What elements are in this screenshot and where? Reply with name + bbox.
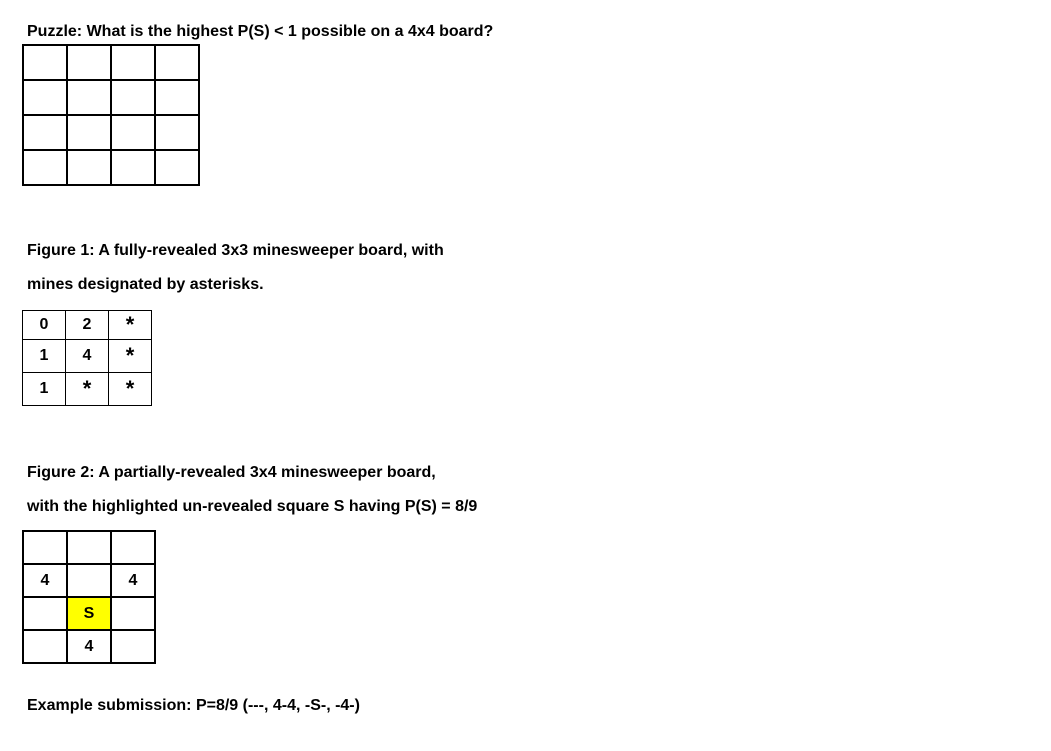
puzzle-title: Puzzle: What is the highest P(S) < 1 possible on a 4x4 board?	[27, 23, 494, 40]
board-cell	[111, 630, 155, 663]
figure1-caption-line1: Figure 1: A fully-revealed 3x3 minesweeper board, with	[27, 242, 444, 259]
board-row	[23, 115, 199, 150]
example-submission: Example submission: P=8/9 (---, 4-4, -S-, -4-)	[27, 697, 360, 714]
board-cell	[23, 45, 67, 80]
board-row	[23, 531, 155, 564]
board-cell	[111, 531, 155, 564]
mine-cell: *	[109, 373, 152, 406]
board-cell: 2	[66, 311, 109, 340]
board-cell	[67, 45, 111, 80]
puzzle-board-4x4	[22, 44, 200, 186]
board-cell	[111, 150, 155, 185]
board-cell	[23, 531, 67, 564]
board-cell	[23, 80, 67, 115]
board-cell	[111, 80, 155, 115]
figure2-caption-line2: with the highlighted un-revealed square S having P(S) = 8/9	[27, 498, 478, 515]
board-cell	[67, 115, 111, 150]
board-cell	[111, 115, 155, 150]
mine-cell: *	[109, 311, 152, 340]
board-cell	[67, 531, 111, 564]
board-row	[23, 311, 152, 340]
board-cell	[155, 150, 199, 185]
mine-cell: *	[109, 340, 152, 373]
board-cell	[111, 45, 155, 80]
board-cell	[67, 564, 111, 597]
board-row	[23, 340, 152, 373]
figure1-caption-line2: mines designated by asterisks.	[27, 276, 264, 293]
mine-cell: *	[66, 373, 109, 406]
board-row	[23, 373, 152, 406]
board-cell: 0	[23, 311, 66, 340]
board-cell: 4	[67, 630, 111, 663]
figure2-board-3x4	[22, 530, 156, 664]
board-row	[23, 597, 155, 630]
board-cell: 4	[23, 564, 67, 597]
figure1-board-3x3	[22, 310, 152, 406]
board-row	[23, 630, 155, 663]
figure2-caption-line1: Figure 2: A partially-revealed 3x4 minesweeper board,	[27, 464, 436, 481]
board-cell: 1	[23, 373, 66, 406]
board-cell	[111, 597, 155, 630]
board-cell: 1	[23, 340, 66, 373]
board-row	[23, 80, 199, 115]
highlighted-square-s: S	[67, 597, 111, 630]
board-cell	[155, 45, 199, 80]
board-cell	[67, 80, 111, 115]
board-cell	[23, 597, 67, 630]
board-cell	[23, 150, 67, 185]
board-cell: 4	[66, 340, 109, 373]
board-row	[23, 564, 155, 597]
board-cell	[23, 115, 67, 150]
board-cell	[155, 80, 199, 115]
board-cell	[23, 630, 67, 663]
board-cell	[67, 150, 111, 185]
board-row	[23, 150, 199, 185]
board-cell	[155, 115, 199, 150]
board-row	[23, 45, 199, 80]
board-cell: 4	[111, 564, 155, 597]
